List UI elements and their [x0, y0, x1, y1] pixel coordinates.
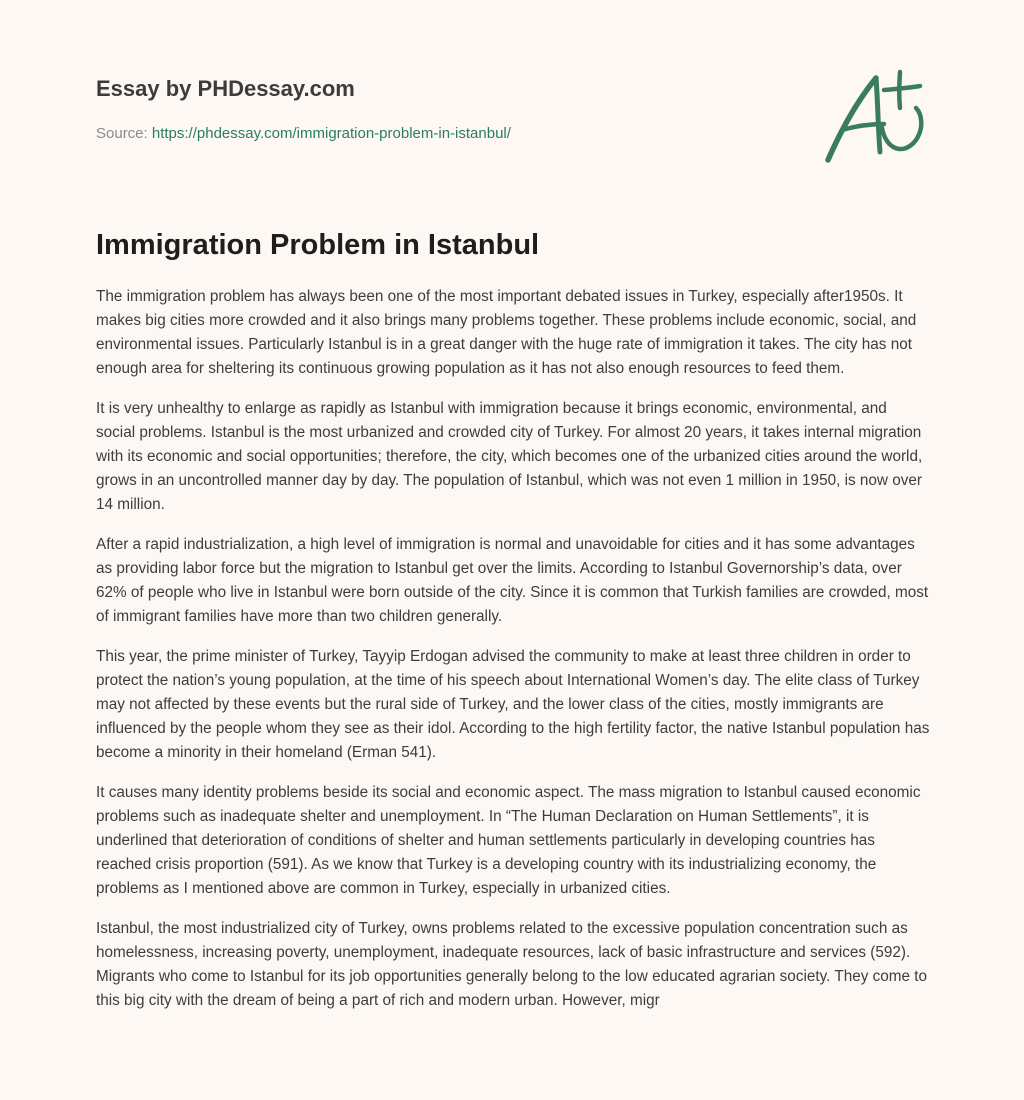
essay-paragraph: After a rapid industrialization, a high level of immigration is normal and unavoidable for cities and it has some advantages as providing labor force but the migration to Istanbul get over the limits. According to Istanbul Governorship’s data, over 62% of people who live in Istanbul were born outside of the city. Since it is common that Turkish families are crowded, most of immigrant families have more than two children generally. — [96, 536, 929, 625]
essay-paragraph: It causes many identity problems beside its social and economic aspect. The mass migration to Istanbul caused economic problems such as inadequate shelter and unemployment. In “The Human Declaration on Human Settlements”, it is underlined that deterioration of conditions of shelter and human settlements particularly in developing countries has reached crisis proportion (591). As we know that Turkey is a developing country with its industrializing economy, the problems as I mentioned above are common in Turkey, especially in urbanized cities. — [96, 784, 921, 897]
a-plus-logo-icon — [820, 66, 930, 166]
essay-body — [96, 285, 930, 1085]
brand-title: Essay by PHDessay.com — [96, 76, 355, 101]
essay-paragraph: It is very unhealthy to enlarge as rapidly as Istanbul with immigration because it brings economic, environmental, and social problems. Istanbul is the most urbanized and crowded city of Turkey. For almost 20 years, it takes internal migration with its economic and social opportunities; therefore, the city, which becomes one of the urbanized cities around the world, grows in an uncontrolled manner day by day. The population of Istanbul, which was not even 1 million in 1950, is now over 14 million. — [96, 400, 923, 513]
source-link[interactable]: https://phdessay.com/immigration-problem-in-istanbul/ — [151, 125, 511, 142]
essay-header — [96, 74, 796, 144]
essay-title: Immigration Problem in Istanbul — [96, 229, 540, 261]
essay-paragraph: This year, the prime minister of Turkey, Tayyip Erdogan advised the community to make at least three children in order to protect the nation’s young population, at the time of his speech about International Women’s day. The elite class of Turkey may not affected by these events but the rural side of Turkey, and the lower class of the cities, mostly immigrants are influenced by the people whom they see as their idol. According to the high fertility factor, the native Istanbul population has become a minority in their homeland (Erman 541). — [96, 648, 930, 761]
essay-paragraph: Istanbul, the most industrialized city of Turkey, owns problems related to the excessive population concentration such as homelessness, increasing poverty, unemployment, inadequate resources, lack of basic infrastructure and services (592). Migrants who come to Istanbul for its job opportunities generally belong to the low educated agrarian society. They come to this big city with the dream of being a part of rich and modern urban. However, migr — [96, 920, 928, 1009]
essay-paragraph: The immigration problem has always been one of the most important debated issues in Turkey, especially after1950s. It makes big cities more crowded and it also brings many problems together. These problems include economic, social, and environmental issues. Particularly Istanbul is in a great danger with the huge rate of immigration it takes. The city has not enough area for sheltering its continuous growing population as it has not also enough resources to feed them. — [96, 288, 917, 377]
source-line — [96, 124, 796, 144]
source-label: Source: — [96, 125, 152, 142]
